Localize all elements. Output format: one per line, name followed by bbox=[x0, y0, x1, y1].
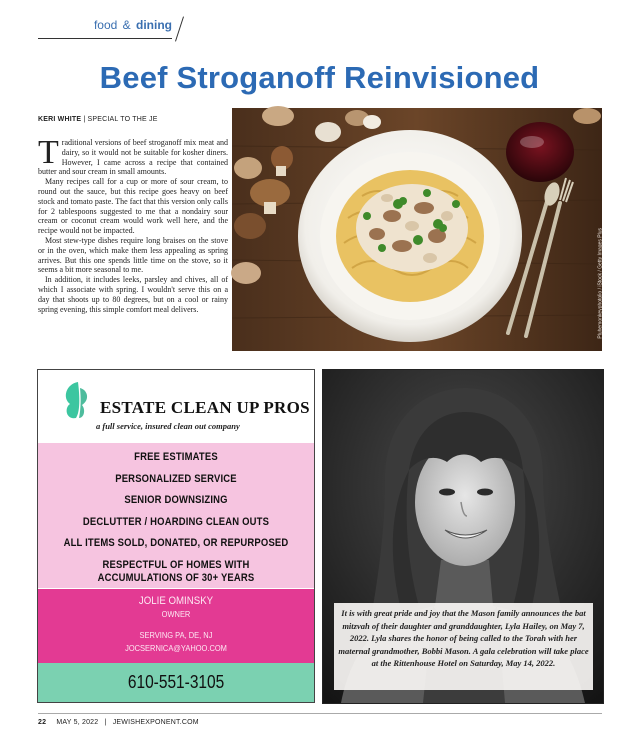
section-label-food: food bbox=[93, 18, 118, 32]
section-slash bbox=[175, 16, 184, 41]
article-body bbox=[38, 134, 228, 314]
ad-phone-panel bbox=[38, 663, 314, 702]
ad-tagline: a full service, insured clean out company bbox=[96, 421, 240, 431]
footer-site: JEWISHEXPONENT.COM bbox=[112, 719, 199, 726]
ad-service-item: FREE ESTIMATES bbox=[134, 451, 218, 463]
photo-credit: Pluhemonkeyphotolio / iStock / Getty Images Plus bbox=[598, 228, 604, 339]
footer-date: MAY 5, 2022 bbox=[56, 719, 99, 726]
food-photo bbox=[232, 108, 602, 351]
ad-service-area: SERVING PA, DE, NJ bbox=[139, 630, 213, 640]
byline-author: KERI WHITE bbox=[38, 116, 82, 123]
article-paragraph: Many recipes call for a cup or more of sour cream, to round out the sauce, but this recipe goes heavy on beef stock and tomato paste. The fact that this version only calls for 2 tablespoons suggested to me that a nondairy sour cream or coconut cream would work well here, and the recipe would not be impacted. bbox=[38, 177, 228, 236]
food-photo-illustration bbox=[232, 108, 602, 351]
ad-contact-title: OWNER bbox=[161, 609, 191, 619]
article-paragraph: In addition, it includes leeks, parsley and chives, all of which I associate with spring. I wouldn't serve this on a day that shoots up to 80 degrees, but on a cool or rainy spring evening, this simple comfort meal delivers. bbox=[38, 275, 228, 314]
ad-service-item: RESPECTFUL OF HOMES WITH bbox=[102, 559, 250, 571]
byline bbox=[38, 116, 158, 123]
footer-rule bbox=[38, 713, 602, 714]
announcement-caption: It is with great pride and joy that the Mason family announces the bat mitzvah of their daughter and granddaughter, Lyla Hailey, on May 7, 2022. Lyla shares the honor of being called to the Torah with her maternal grandmother, Bobbi Mason. A gala celebration will take place at the Rittenhouse Hotel on Saturday, May 14, 2022. bbox=[334, 603, 593, 690]
article-paragraph: Most stew-type dishes require long braises on the stove or in the oven, which make them less appealing as spring arrives. But this one spends little time on the stove, so it seems a bit more seasonal to me. bbox=[38, 235, 228, 275]
ad-services-panel bbox=[38, 443, 314, 588]
article-paragraph-text: raditional versions of beef stroganoff mix meat and dairy, so it would not be suitable for kosher diners. However, I came across a recipe that contained butter and sour cream in small amounts. bbox=[38, 138, 228, 177]
article-paragraph bbox=[38, 134, 228, 177]
ad-phone: 610-551-3105 bbox=[127, 672, 225, 692]
section-label-amp: & bbox=[122, 18, 131, 32]
advertisement bbox=[37, 369, 315, 703]
ad-service-item: ACCUMULATIONS OF 30+ YEARS bbox=[97, 572, 255, 584]
footer-separator: | bbox=[104, 719, 107, 726]
page-number: 22 bbox=[38, 719, 47, 726]
ad-contact-name: JOLIE OMINSKY bbox=[138, 595, 214, 607]
drop-cap: T bbox=[38, 134, 59, 171]
section-label-dining: dining bbox=[136, 18, 172, 32]
ad-contact-panel bbox=[38, 589, 314, 663]
ad-service-item: PERSONALIZED SERVICE bbox=[115, 473, 237, 485]
page-footer bbox=[38, 719, 199, 726]
headline: Beef Stroganoff Reinvisioned bbox=[99, 60, 540, 95]
butterfly-logo-icon bbox=[60, 378, 100, 426]
ad-service-item: DECLUTTER / HOARDING CLEAN OUTS bbox=[82, 516, 270, 528]
ad-service-item: SENIOR DOWNSIZING bbox=[124, 494, 228, 506]
ad-service-item: ALL ITEMS SOLD, DONATED, OR REPURPOSED bbox=[63, 537, 289, 549]
section-tag bbox=[38, 18, 172, 39]
ad-email: JOCSERNICA@YAHOO.COM bbox=[125, 643, 227, 653]
byline-role: | SPECIAL TO THE JE bbox=[83, 116, 158, 123]
ad-company-name: ESTATE CLEAN UP PROS bbox=[100, 398, 310, 417]
